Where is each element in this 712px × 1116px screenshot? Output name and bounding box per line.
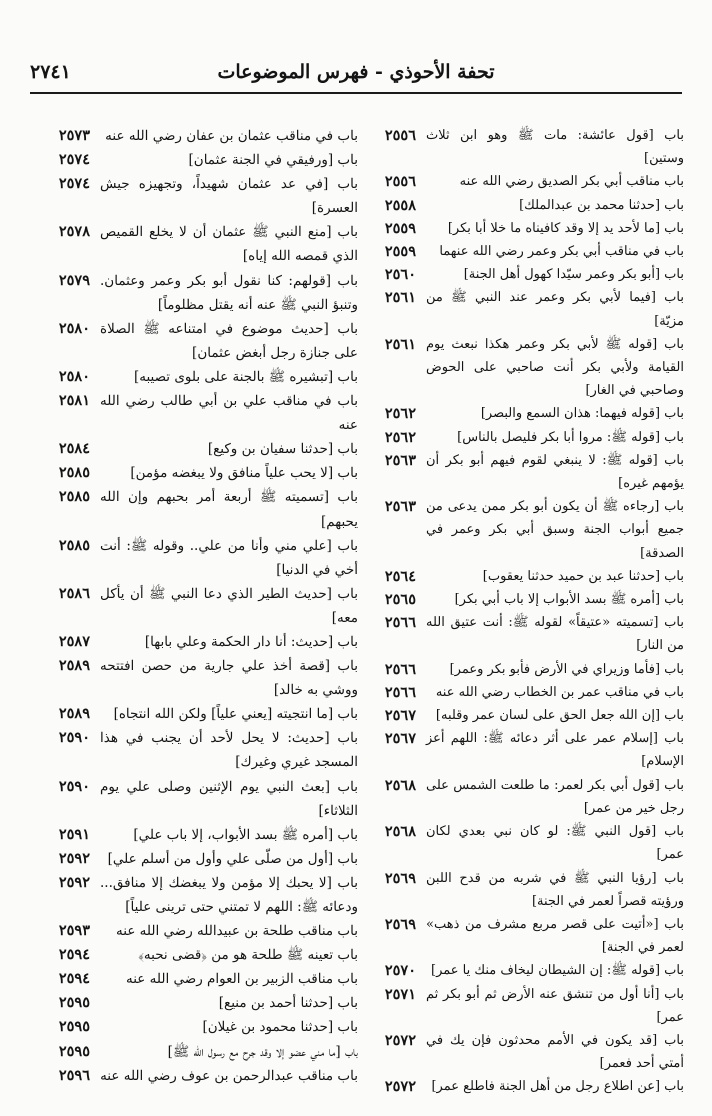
index-entry xyxy=(354,774,684,820)
index-entry xyxy=(28,775,358,823)
entry-title: باب [حدثنا أحمد بن منيع] xyxy=(218,995,358,1012)
entry-title: باب مناقب طلحة بن عبيدالله رضي الله عنه xyxy=(116,923,358,940)
entry-title: باب مناقب الزبير بن العوام رضي الله عنه xyxy=(125,971,358,988)
entry-title: باب [حديث موضوع في امتناعه ﷺ الصلاة على جنازة رجل أبغض عثمان] xyxy=(100,320,358,361)
index-entry xyxy=(28,943,358,967)
entry-page-number: ٢٥٦٠ xyxy=(384,266,416,284)
entry-page-number: ٢٥٦٤ xyxy=(384,567,416,585)
entry-page-number: ٢٥٧٠ xyxy=(384,962,416,980)
entry-page-number: ٢٥٩٥ xyxy=(58,1042,90,1060)
entry-page-number: ٢٥٨٧ xyxy=(58,632,90,650)
entry-page-number: ٢٥٥٨ xyxy=(384,196,416,214)
entry-title: باب [رؤيا النبي ﷺ في شربه من قدح اللبن ورؤيته قصراً لعمر في الجنة] xyxy=(426,870,684,909)
entry-page-number: ٢٥٨٠ xyxy=(58,319,90,337)
index-entry xyxy=(28,389,358,437)
entry-title: باب [ما لأحد يد إلا وقد كافيناه ما خلا أبا بكر] xyxy=(447,220,684,236)
index-entry xyxy=(28,654,358,702)
entry-title: باب [أمره ﷺ بسد الأبواب إلا باب أبي بكر] xyxy=(454,592,684,608)
entry-title: باب تعينه ﷺ طلحة هو من ﴿قضى نحبه﴾ xyxy=(138,947,358,964)
index-entry xyxy=(28,461,358,485)
entry-title: باب [في عد عثمان شهيداً، وتجهيزه جيش العسرة] xyxy=(100,176,358,217)
index-entry xyxy=(354,611,684,657)
index-entry xyxy=(354,1075,684,1098)
index-entry xyxy=(354,588,684,611)
header-rule xyxy=(30,92,682,94)
index-entry xyxy=(354,959,684,982)
entry-title: باب [قول عائشة: مات ﷺ وهو ابن ثلاث وستين] xyxy=(426,128,684,167)
index-entry xyxy=(354,263,684,286)
index-entry xyxy=(354,867,684,913)
entry-page-number: ٢٥٨٦ xyxy=(58,584,90,602)
entry-title: باب [علي مني وأنا من علي.. وقوله ﷺ: أنت أخي في الدنيا] xyxy=(100,537,358,578)
entry-page-number: ٢٥٦٧ xyxy=(384,730,416,748)
entry-page-number: ٢٥٦٨ xyxy=(384,823,416,841)
entry-page-number: ٢٥٦١ xyxy=(384,335,416,353)
entry-title: باب مناقب أبي بكر الصديق رضي الله عنه xyxy=(459,174,684,190)
entry-page-number: ٢٥٩٣ xyxy=(58,922,90,940)
entry-page-number: ٢٥٧٣ xyxy=(58,127,90,144)
index-entry xyxy=(354,681,684,704)
entry-page-number: ٢٥٩٦ xyxy=(58,1066,90,1084)
index-entry xyxy=(28,172,358,220)
entry-title: باب [أنا أول من تنشق عنه الأرض ثم أبو بكر ثم عمر] xyxy=(426,986,684,1025)
entry-title: باب [قوله ﷺ لأبي بكر وعمر هكذا نبعث يوم القيامة ولأبي بكر أنت صاحبي على الحوض وصاحبي في الغار] xyxy=(426,336,684,399)
entry-page-number: ٢٥٧٨ xyxy=(58,223,90,241)
index-entry xyxy=(28,485,358,533)
entry-title: باب [عن اطلاع رجل من أهل الجنة فاطلع عمر] xyxy=(431,1079,684,1095)
entry-title: باب [ما مني عضو إلا وقد جرح مع رسول الله ﷺ] xyxy=(167,1043,358,1060)
entry-page-number: ٢٥٨٤ xyxy=(58,440,90,458)
index-entry xyxy=(354,658,684,681)
entry-page-number: ٢٥٩٤ xyxy=(58,970,90,988)
entry-page-number: ٢٥٩١ xyxy=(58,825,90,843)
index-entry xyxy=(28,1040,358,1064)
index-entry xyxy=(354,217,684,240)
index-entry xyxy=(354,286,684,332)
page-number: ٢٧٤١ xyxy=(30,61,71,83)
index-entry xyxy=(354,727,684,773)
index-entry xyxy=(28,317,358,365)
entry-title: باب [قوله ﷺ: إن الشيطان ليخاف منك يا عمر] xyxy=(431,963,684,979)
index-entry xyxy=(354,1029,684,1075)
index-column-left xyxy=(28,124,358,1088)
entry-page-number: ٢٥٥٩ xyxy=(384,243,416,261)
entry-page-number: ٢٥٦٦ xyxy=(384,660,416,678)
index-entry xyxy=(28,630,358,654)
index-entry xyxy=(354,495,684,565)
entry-page-number: ٢٥٦٦ xyxy=(384,614,416,632)
entry-title: باب [رجاءه ﷺ أن يكون أبو بكر ممن يدعى من جميع أبواب الجنة وسبق أبي بكر وعمر في الصدقة] xyxy=(426,499,684,561)
index-entry xyxy=(354,449,684,495)
entry-title: باب [قصة أخذ علي جارية من حصن افتتحه ووشي به خالد] xyxy=(100,658,358,699)
entry-title: باب في مناقب عثمان بن عفان رضي الله عنه xyxy=(105,128,358,144)
index-entry xyxy=(28,823,358,847)
index-entry xyxy=(28,847,358,871)
entry-title: باب [تسميته «عتيقاً» لقوله ﷺ: أنت عتيق الله من النار] xyxy=(426,615,684,654)
index-entry xyxy=(354,333,684,403)
entry-title: باب [حديث الطير الذي دعا النبي ﷺ أن يأكل معه] xyxy=(100,585,358,626)
entry-title: باب [حديث: أنا دار الحكمة وعلي بابها] xyxy=(144,633,358,650)
entry-title: باب [قولهم: كنا نقول أبو بكر وعمر وعثمان. وتنبؤ النبي ﷺ عنه أنه يقتل مظلوماً] xyxy=(100,272,358,313)
index-entry xyxy=(28,437,358,461)
entry-title: باب [إسلام عمر على أثر دعائه ﷺ: اللهم أعز الإسلام] xyxy=(426,731,684,770)
index-entry xyxy=(354,913,684,959)
entry-page-number: ٢٥٩٥ xyxy=(58,1018,90,1036)
entry-page-number: ٢٥٩٥ xyxy=(58,994,90,1012)
entry-title: باب مناقب عبدالرحمن بن عوف رضي الله عنه xyxy=(100,1067,358,1084)
index-entry xyxy=(354,704,684,727)
entry-page-number: ٢٥٦٧ xyxy=(384,707,416,725)
entry-page-number: ٢٥٨٥ xyxy=(58,464,90,482)
entry-page-number: ٢٥٦٥ xyxy=(384,591,416,609)
entry-title: باب في مناقب أبي بكر وعمر رضي الله عنهما xyxy=(439,244,684,260)
entry-title: باب [قوله ﷺ: مروا أبا بكر فليصل بالناس] xyxy=(457,429,684,445)
index-entry xyxy=(28,365,358,389)
entry-title: باب [لا يحبك إلا مؤمن ولا يبغضك إلا منافق... ودعائه ﷺ: اللهم لا تمتني حتى ترينى علياً] xyxy=(100,874,358,915)
entry-page-number: ٢٥٦٦ xyxy=(384,683,416,701)
entry-page-number: ٢٥٧٤ xyxy=(58,175,90,193)
index-entry xyxy=(354,426,684,449)
entry-title: باب [بعث النبي يوم الإثنين وصلى علي يوم الثلاثاء] xyxy=(100,778,358,819)
index-entry xyxy=(28,967,358,991)
index-entry xyxy=(354,983,684,1029)
index-entry xyxy=(28,1064,358,1088)
entry-title: باب [حدثنا عبد بن حميد حدثنا يعقوب] xyxy=(482,568,684,584)
entry-title: باب [قوله ﷺ: لا ينبغي لقوم فيهم أبو بكر أن يؤمهم غيره] xyxy=(426,452,684,492)
entry-title: باب في مناقب علي بن أبي طالب رضي الله عنه xyxy=(100,393,358,434)
entry-page-number: ٢٥٧٢ xyxy=(384,1031,416,1049)
index-entry xyxy=(354,124,684,170)
entry-title: باب [حدثنا محمود بن غيلان] xyxy=(202,1019,358,1036)
entry-title: باب في مناقب عمر بن الخطاب رضي الله عنه xyxy=(435,684,684,700)
entry-page-number: ٢٥٥٦ xyxy=(384,173,416,191)
entry-page-number: ٢٥٨١ xyxy=(58,392,90,410)
index-entry xyxy=(28,220,358,268)
entry-page-number: ٢٥٧٢ xyxy=(384,1078,416,1096)
entry-page-number: ٢٥٦٩ xyxy=(384,915,416,933)
entry-page-number: ٢٥٨٩ xyxy=(58,657,90,675)
entry-page-number: ٢٥٦٨ xyxy=(384,776,416,794)
entry-page-number: ٢٥٧٩ xyxy=(58,271,90,289)
entry-title: باب [تسميته ﷺ أربعة أمر بحبهم وإن الله يحبهم] xyxy=(100,489,358,530)
index-entry xyxy=(28,871,358,919)
entry-page-number: ٢٥٩٠ xyxy=(58,777,90,795)
running-title: تحفة الأحوذي - فهرس الموضوعات xyxy=(217,61,495,83)
entry-title: باب [ما انتجيته [يعني علياً] ولكن الله انتجاه] xyxy=(113,706,358,723)
entry-title: باب [قوله فيهما: هذان السمع والبصر] xyxy=(480,406,684,422)
entry-title: باب [لا يحب علياً منافق ولا يبغضه مؤمن] xyxy=(130,465,358,482)
index-entry xyxy=(28,919,358,943)
index-entry xyxy=(354,402,684,425)
index-entry xyxy=(354,565,684,588)
entry-page-number: ٢٥٩٤ xyxy=(58,946,90,964)
entry-title: باب [أبو بكر وعمر سيّدا كهول أهل الجنة] xyxy=(463,267,684,283)
entry-title: باب [إن الله جعل الحق على لسان عمر وقلبه] xyxy=(435,708,684,724)
entry-title: باب [فأما وزيراي في الأرض فأبو بكر وعمر] xyxy=(449,661,684,677)
entry-title: باب [ورفيقي في الجنة عثمان] xyxy=(188,152,358,169)
index-entry xyxy=(354,240,684,263)
index-entry xyxy=(354,194,684,217)
entry-title: باب [حدثنا سفيان بن وكيع] xyxy=(207,441,358,458)
entry-page-number: ٢٥٦٣ xyxy=(384,498,416,516)
entry-page-number: ٢٥٦١ xyxy=(384,289,416,307)
entry-page-number: ٢٥٥٦ xyxy=(384,127,416,144)
entry-title: باب [قول أبي بكر لعمر: ما طلعت الشمس على رجل خير من عمر] xyxy=(426,777,684,816)
running-header xyxy=(30,58,682,88)
index-entry xyxy=(28,726,358,774)
entry-page-number: ٢٥٨٥ xyxy=(58,488,90,506)
entry-title: باب [أمره ﷺ بسد الأبواب، إلا باب علي] xyxy=(133,826,358,843)
entry-page-number: ٢٥٦٢ xyxy=(384,428,416,446)
index-entry xyxy=(28,1015,358,1039)
entry-title: باب [فيما لأبي بكر وعمر عند النبي ﷺ من مزيّة] xyxy=(426,290,684,329)
index-entry xyxy=(28,582,358,630)
entry-page-number: ٢٥٧٤ xyxy=(58,151,90,169)
entry-title: باب [منع النبي ﷺ عثمان أن لا يخلع القميص الذي قمصه الله إياه] xyxy=(100,224,358,265)
entry-page-number: ٢٥٩٠ xyxy=(58,729,90,747)
entry-page-number: ٢٥٩٢ xyxy=(58,849,90,867)
index-column-right xyxy=(354,124,684,1099)
index-entry xyxy=(28,534,358,582)
entry-title: باب [قول النبي ﷺ: لو كان نبي بعدي لكان عمر] xyxy=(426,824,684,863)
entry-title: باب [تبشيره ﷺ بالجنة على بلوى تصيبه] xyxy=(133,368,358,385)
entry-page-number: ٢٥٨٥ xyxy=(58,536,90,554)
entry-page-number: ٢٥٨٩ xyxy=(58,705,90,723)
entry-page-number: ٢٥٦٢ xyxy=(384,405,416,423)
entry-title: باب [حديث: لا يحل لأحد أن يجنب في هذا المسجد غيري وغيرك] xyxy=(100,730,358,771)
entry-page-number: ٢٥٦٣ xyxy=(384,451,416,469)
index-entry xyxy=(354,170,684,193)
index-entry xyxy=(28,148,358,172)
entry-page-number: ٢٥٥٩ xyxy=(384,219,416,237)
entry-title: باب [«أتيت على قصر مربع مشرف من ذهب» لعمر في الجنة] xyxy=(426,916,684,956)
entry-page-number: ٢٥٦٩ xyxy=(384,869,416,887)
index-entry xyxy=(28,269,358,317)
index-entry xyxy=(354,820,684,866)
entry-page-number: ٢٥٧١ xyxy=(384,985,416,1003)
index-entry xyxy=(28,991,358,1015)
entry-page-number: ٢٥٨٠ xyxy=(58,367,90,385)
index-entry xyxy=(28,124,358,148)
entry-title: باب [أول من صلّى علي وأول من أسلم علي] xyxy=(107,850,358,867)
entry-title: باب [قد يكون في الأمم محدثون فإن يك في أمتي أحد فعمر] xyxy=(426,1032,684,1072)
entry-title: باب [حدثنا محمد بن عبدالملك] xyxy=(519,197,684,213)
index-entry xyxy=(28,702,358,726)
entry-page-number: ٢٥٩٢ xyxy=(58,873,90,891)
